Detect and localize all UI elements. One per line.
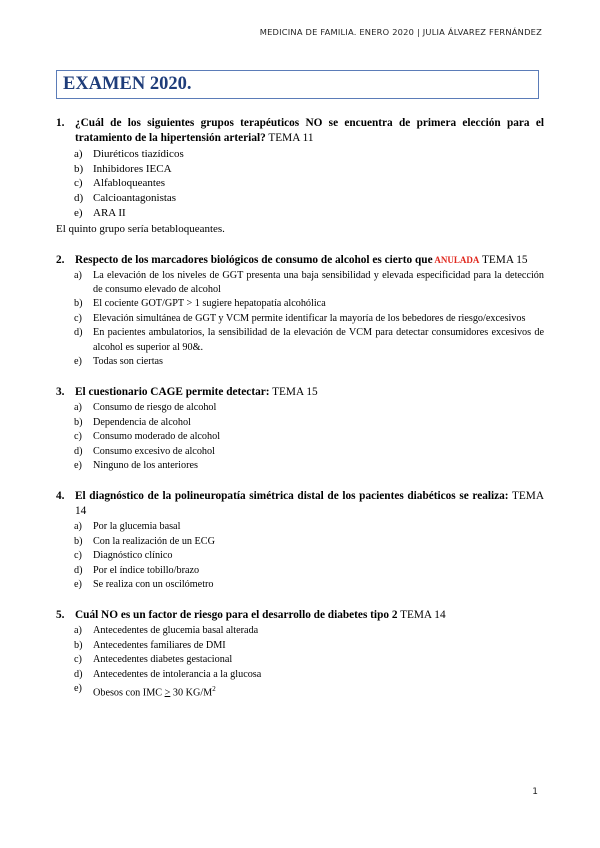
- options-list: [56, 269, 544, 370]
- questions-container: [56, 116, 544, 712]
- option-d: d) Consumo excesivo de alcohol: [74, 445, 215, 457]
- question-2: [56, 253, 544, 370]
- answer-note: El quinto grupo sería betabloqueantes.: [56, 222, 225, 235]
- question-stem: Respecto de los marcadores biológicos de consumo de alcohol es cierto que: [75, 253, 433, 266]
- option-e: e) Ninguno de los anteriores: [74, 459, 198, 471]
- option-a: a) Consumo de riesgo de alcohol: [74, 402, 217, 414]
- option-c: c) Diagnóstico clínico: [74, 550, 173, 562]
- option-e: e) Todas son ciertas: [74, 355, 164, 367]
- option-d: d) En pacientes ambulatorios, la sensibilidad de la elevación de VCM para detectar consumidores excesivos de alcohol es superior al 90&.: [74, 327, 544, 353]
- option-a: a) Por la glucemia basal: [74, 521, 181, 533]
- options-list: [56, 147, 544, 221]
- exam-title: EXAMEN 2020.: [63, 74, 192, 94]
- question-stem: El cuestionario CAGE permite detectar:: [75, 386, 270, 399]
- option-d: d) Antecedentes de intolerancia a la glucosa: [74, 668, 262, 680]
- option-e: e) Obesos con IMC > 30 $KG/M^2$: [74, 683, 216, 699]
- question-5: [56, 608, 544, 700]
- page-number: 1: [532, 787, 538, 797]
- question-number: 1.: [56, 117, 65, 129]
- question-1: [56, 116, 544, 237]
- question-number: 4.: [56, 490, 65, 503]
- option-b: b) Con la realización de un ECG: [74, 535, 215, 547]
- options-list: [56, 401, 544, 473]
- option-b: b) Dependencia de alcohol: [74, 416, 191, 428]
- option-e: e) ARA II: [74, 206, 126, 219]
- tema-label: TEMA 15: [479, 253, 528, 266]
- question-number: 3.: [56, 386, 65, 399]
- option-c: c) Consumo moderado de alcohol: [74, 431, 221, 443]
- running-header: MEDICINA DE FAMILIA. ENERO 2020 | JULIA ÁLVAREZ FERNÁNDEZ: [259, 27, 542, 37]
- option-c: c) Antecedentes diabetes gestacional: [74, 654, 233, 666]
- option-b: b) El cociente GOT/GPT > 1 sugiere hepatopatía alcohólica: [74, 298, 326, 310]
- question-stem: El diagnóstico de la polineuropatía simétrica distal de los pacientes diabéticos se realiza:: [75, 490, 509, 503]
- option-c: c) Alfabloqueantes: [74, 177, 166, 190]
- option-a: a) Diuréticos tiazídicos: [74, 148, 184, 160]
- option-d: d) Por el índice tobillo/brazo: [74, 564, 200, 576]
- question-4: [56, 489, 544, 592]
- question-stem: ¿Cuál de los siguientes grupos terapéuticos NO se encuentra de primera elección para el tratamiento de la hipertensión arterial?: [75, 117, 544, 144]
- option-a: a) Antecedentes de glucemia basal alterada: [74, 625, 259, 637]
- question-3: [56, 385, 544, 473]
- question-stem: Cuál NO es un factor de riesgo para el desarrollo de diabetes tipo 2: [75, 609, 398, 622]
- option-c: c) Elevación simultánea de GGT y VCM permite identificar la mayoría de los bebedores de riesgo/excesivos: [74, 312, 526, 324]
- tema-label: TEMA 14: [397, 609, 446, 622]
- tema-label: TEMA 11: [265, 132, 314, 144]
- greater-equal-symbol: >: [164, 687, 171, 699]
- options-list: [56, 624, 544, 700]
- anulada-badge: ANULADA: [432, 254, 480, 265]
- options-list: [56, 520, 544, 592]
- option-e: e) Se realiza con un oscilómetro: [74, 579, 214, 591]
- tema-label: TEMA 15: [269, 386, 318, 399]
- exam-title-box: [56, 70, 539, 99]
- tema-label: TEMA 14: [75, 490, 544, 518]
- option-b: b) Inhibidores IECA: [74, 162, 172, 175]
- option-b: b) Antecedentes familiares de DMI: [74, 639, 226, 651]
- option-a: a) La elevación de los niveles de GGT presenta una baja sensibilidad y elevada especificidad para la detección de consumo elevado de alcohol: [74, 269, 544, 295]
- question-number: 2.: [56, 253, 65, 266]
- question-number: 5.: [56, 609, 65, 622]
- option-d: d) Calcioantagonistas: [74, 192, 177, 205]
